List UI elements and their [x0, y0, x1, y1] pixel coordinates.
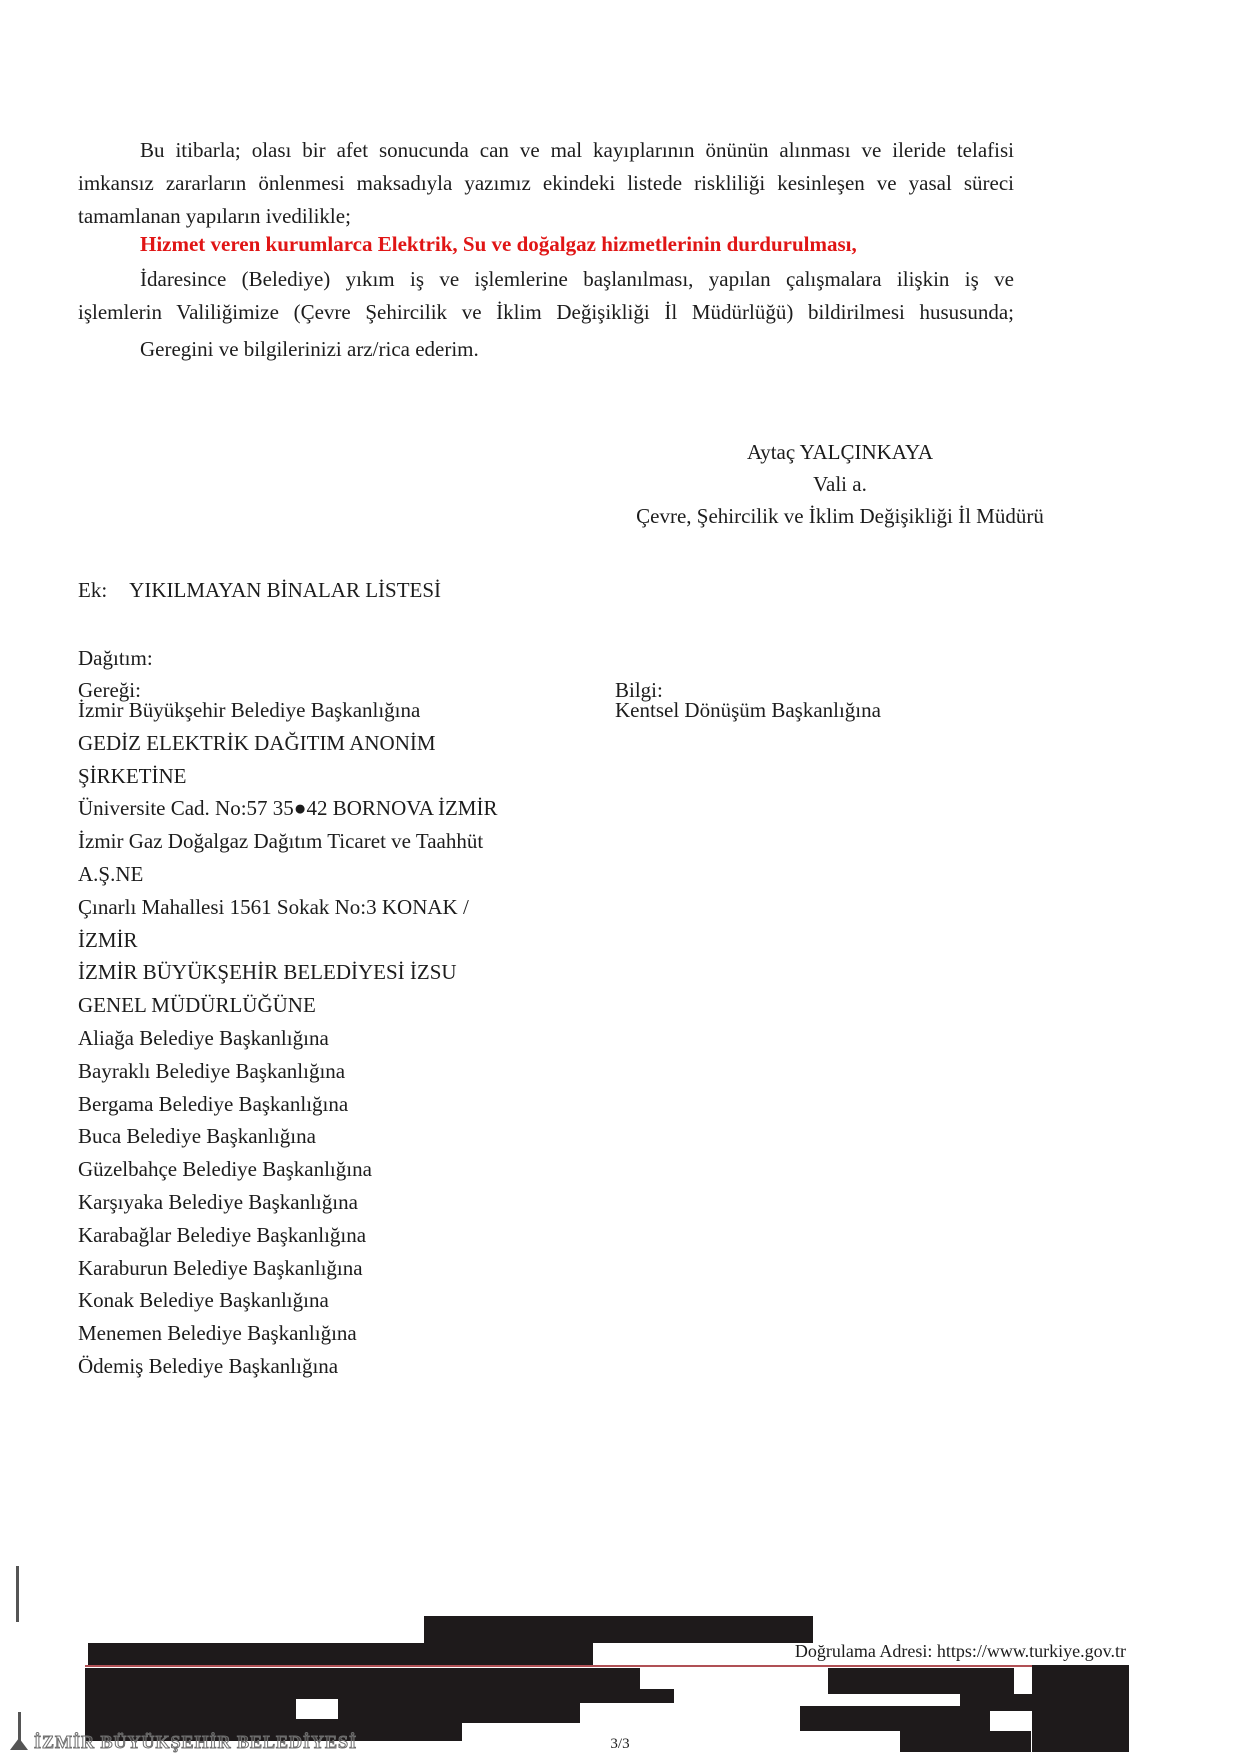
geregi-recipient-list [78, 694, 608, 1383]
list-item: GENEL MÜDÜRLÜĞÜNE [78, 993, 316, 1018]
list-item: İZMİR [78, 927, 138, 952]
redaction-block [88, 1643, 593, 1666]
list-item: Aliağa Belediye Başkanlığına [78, 1025, 329, 1050]
attachment-line [78, 578, 441, 603]
list-item: A.Ş.NE [78, 861, 144, 886]
list-item: İzmir Gaz Doğalgaz Dağıtım Ticaret ve Taahhüt [78, 829, 484, 854]
list-item: Karaburun Belediye Başkanlığına [78, 1255, 363, 1280]
list-item: Karabağlar Belediye Başkanlığına [78, 1222, 367, 1247]
signer-name: Aytaç YALÇINKAYA [746, 440, 934, 464]
redaction-block [85, 1689, 674, 1703]
distribution-label: Dağıtım: [78, 646, 153, 670]
closing-sentence: Geregini ve bilgilerinizi arz/rica ederim. [140, 337, 479, 361]
list-item: Çınarlı Mahallesi 1561 Sokak No:3 KONAK / [78, 894, 469, 919]
list-item: Bergama Belediye Başkanlığına [78, 1091, 349, 1116]
redaction-block [424, 1616, 813, 1643]
paragraph-instructions-line1: İdaresince (Belediye) yıkım iş ve işlemlerine başlanılması, yapılan çalışmalara ilişkin iş ve [140, 267, 1014, 291]
redaction-gap [296, 1699, 338, 1719]
list-item: İzmir Büyükşehir Belediye Başkanlığına [78, 698, 421, 722]
list-item: Menemen Belediye Başkanlığına [78, 1321, 357, 1346]
paragraph-intro-line2: imkansız zararların önlenmesi maksadıyla yazımız ekindeki listede riskliliği kesinleşen ve yasal süreci [78, 171, 1014, 195]
bilgi-label: Bilgi: [615, 678, 663, 702]
signer-title-1: Vali a. [813, 472, 867, 496]
clock-tower-icon [10, 1738, 28, 1750]
list-item: Karşıyaka Belediye Başkanlığına [78, 1189, 358, 1214]
page-number: 3/3 [610, 1736, 630, 1752]
list-item: Üniversite Cad. No:57 35●42 BORNOVA İZMİR [78, 796, 498, 821]
clock-tower-icon [16, 1566, 19, 1622]
list-item: Kentsel Dönüşüm Başkanlığına [615, 698, 881, 722]
list-item: Buca Belediye Başkanlığına [78, 1124, 316, 1149]
list-item: GEDİZ ELEKTRİK DAĞITIM ANONİM [78, 730, 436, 755]
redaction-block [85, 1668, 640, 1689]
signature-block [520, 436, 1160, 532]
verification-address: Doğrulama Adresi: https://www.turkiye.gov.tr [794, 1641, 1126, 1661]
paragraph-intro-line3: tamamlanan yapıların ivedilikle; [78, 204, 351, 228]
list-item: Ödemiş Belediye Başkanlığına [78, 1353, 339, 1378]
geregi-label: Gereği: [78, 678, 141, 702]
list-item: Bayraklı Belediye Başkanlığına [78, 1058, 346, 1083]
municipality-watermark: İZMİR BÜYÜKŞEHİR BELEDİYESİ [34, 1732, 358, 1752]
red-emphasis-line: Hizmet veren kurumlarca Elektrik, Su ve doğalgaz hizmetlerinin durdurulması, [140, 232, 857, 256]
paragraph-instructions [78, 263, 1014, 329]
paragraph-intro [78, 134, 1014, 233]
redaction-block [1032, 1665, 1129, 1752]
signer-title-2: Çevre, Şehircilik ve İklim Değişikliği İl Müdürü [636, 504, 1044, 528]
redaction-block [800, 1706, 990, 1731]
attachment-value: YIKILMAYAN BİNALAR LİSTESİ [129, 578, 442, 602]
redaction-block [828, 1668, 1014, 1694]
footer-separator-line [85, 1665, 1035, 1667]
list-item: Güzelbahçe Belediye Başkanlığına [78, 1157, 372, 1182]
redaction-block [900, 1731, 1031, 1752]
paragraph-intro-line1: Bu itibarla; olası bir afet sonucunda can ve mal kayıplarının önünün alınması ve ileride telafisi [140, 138, 1014, 162]
paragraph-instructions-line2: işlemlerin Valiliğimize (Çevre Şehircilik ve İklim Değişikliği İl Müdürlüğü) bildirilmesi hususunda; [78, 300, 1014, 324]
list-item: ŞİRKETİNE [78, 763, 187, 788]
attachment-label: Ek: [78, 578, 108, 602]
list-item: İZMİR BÜYÜKŞEHİR BELEDİYESİ İZSU [78, 960, 457, 985]
bilgi-recipient-list [615, 694, 881, 727]
list-item: Konak Belediye Başkanlığına [78, 1288, 329, 1313]
